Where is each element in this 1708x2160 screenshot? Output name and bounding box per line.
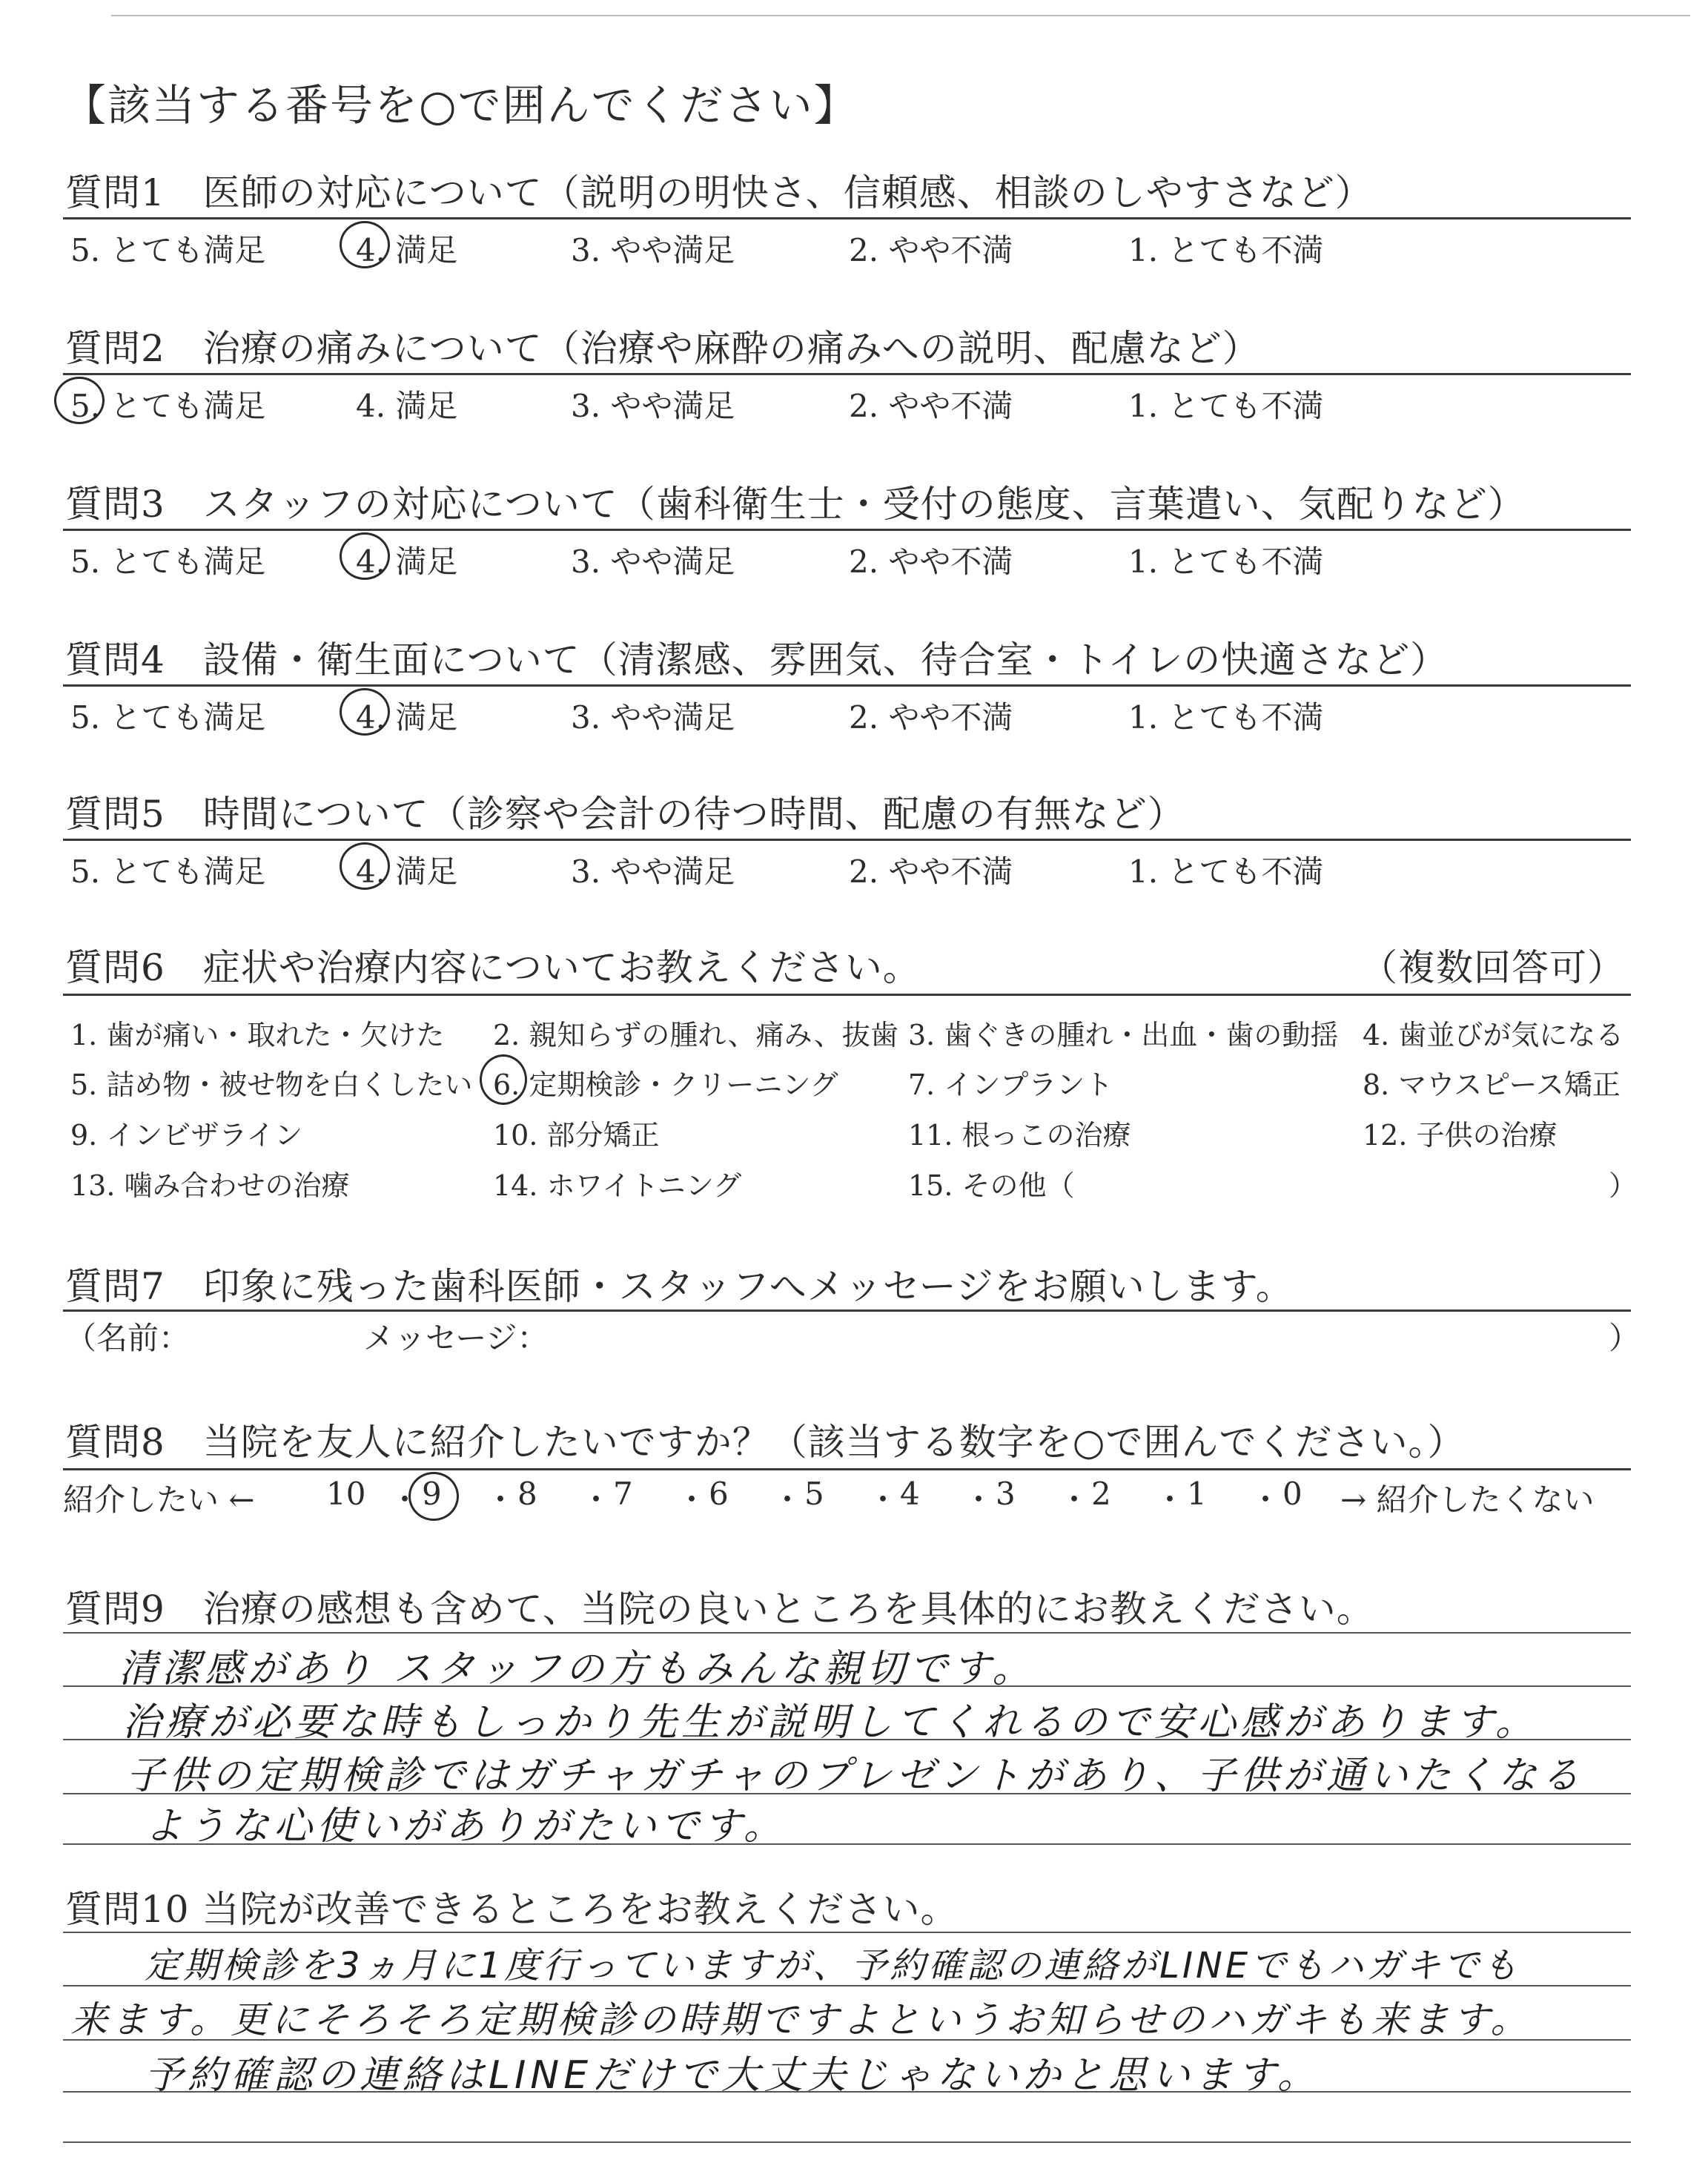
q3-option-4: 4. 満足	[356, 544, 458, 580]
q8-separator-dot: ・	[772, 1482, 804, 1518]
q3-rule	[63, 529, 1631, 531]
q2-option-4: 4. 満足	[356, 388, 458, 424]
q5-option-3: 3. やや満足	[571, 853, 735, 890]
q6-option-12: 12. 子供の治療	[1363, 1119, 1558, 1152]
q6-note: （複数回答可）	[1360, 946, 1625, 989]
q8-number-5: 5	[804, 1476, 824, 1512]
q5-option-2: 2. やや不満	[849, 853, 1013, 890]
q1-option-3: 3. やや満足	[571, 232, 735, 268]
q8-separator-dot: ・	[963, 1482, 995, 1518]
q6-option-2: 2. 親知らずの腫れ、痛み、抜歯	[493, 1019, 898, 1051]
q8-separator-dot: ・	[580, 1482, 612, 1518]
q8-separator-dot: ・	[1250, 1482, 1282, 1518]
q8-separator-dot: ・	[676, 1482, 708, 1518]
q8-separator-dot: ・	[485, 1482, 517, 1518]
q1-heading: 質問1 医師の対応について（説明の明快さ、信頼感、相談のしやすさなど）	[65, 171, 1373, 214]
q4-option-5: 5. とても満足	[70, 699, 266, 736]
q4-selected-circle	[340, 688, 390, 736]
answer-line-rule	[63, 1632, 1631, 1634]
q6-option-11: 11. 根っこの治療	[908, 1119, 1131, 1152]
q5-rule	[63, 839, 1631, 841]
q8-number-3: 3	[996, 1476, 1016, 1512]
q10-heading: 質問10 当院が改善できるところをお教えください。	[65, 1888, 959, 1931]
q6-option-5: 5. 詰め物・被せ物を白くしたい	[70, 1069, 473, 1101]
scan-top-edge	[111, 15, 1690, 16]
q9-handwritten-line: 治療が必要な時もしっかり先生が説明してくれるので安心感があります。	[122, 1700, 1538, 1745]
q2-option-3: 3. やや満足	[571, 388, 735, 424]
q6-option-7: 7. インプラント	[908, 1069, 1113, 1101]
q6-option-15: 15. その他（	[908, 1169, 1075, 1202]
q6-option-14: 14. ホワイトニング	[493, 1169, 742, 1202]
q3-option-3: 3. やや満足	[571, 544, 735, 580]
answer-line-rule	[63, 2141, 1631, 2143]
q5-option-1: 1. とても不満	[1128, 853, 1324, 890]
q9-handwritten-line: ような心使いがありがたいです。	[145, 1804, 787, 1849]
q6-heading: 質問6 症状や治療内容についてお教えください。	[65, 946, 921, 989]
q2-option-1: 1. とても不満	[1128, 388, 1324, 424]
q5-option-4: 4. 満足	[356, 853, 458, 890]
q8-left-label: 紹介したい ←	[63, 1482, 255, 1518]
q8-number-4: 4	[900, 1476, 920, 1512]
q1-rule	[63, 217, 1631, 219]
q4-option-1: 1. とても不満	[1128, 699, 1324, 736]
q10-handwritten-line: 予約確認の連絡はLINEだけで大丈夫じゃないかと思います。	[145, 2053, 1320, 2098]
q1-option-2: 2. やや不満	[849, 232, 1013, 268]
answer-line-rule	[63, 1932, 1631, 1933]
q1-option-1: 1. とても不満	[1128, 232, 1324, 268]
q2-rule	[63, 373, 1631, 375]
q8-right-label: → 紹介したくない	[1340, 1482, 1595, 1518]
q6-selected-circle	[480, 1054, 527, 1105]
q7-rule	[63, 1309, 1631, 1312]
q3-option-5: 5. とても満足	[70, 544, 266, 580]
q8-heading: 質問8 当院を友人に紹介したいですか？（該当する数字を○で囲んでください。）	[65, 1421, 1466, 1464]
q8-number-8: 8	[517, 1476, 537, 1512]
q4-option-4: 4. 満足	[356, 699, 458, 736]
q2-selected-circle	[54, 377, 105, 424]
q8-number-7: 7	[613, 1476, 633, 1512]
q8-number-10: 10	[326, 1476, 366, 1512]
q8-number-6: 6	[709, 1476, 729, 1512]
q4-rule	[63, 684, 1631, 687]
q2-heading: 質問2 治療の痛みについて（治療や麻酔の痛みへの説明、配慮など）	[65, 327, 1260, 370]
q6-option-10: 10. 部分矯正	[493, 1119, 660, 1152]
q3-selected-circle	[340, 532, 390, 580]
q6-option-4: 4. 歯並びが気になる	[1363, 1019, 1624, 1051]
q8-separator-dot: ・	[867, 1482, 899, 1518]
q8-number-0: 0	[1282, 1476, 1302, 1512]
q1-option-5: 5. とても満足	[70, 232, 266, 268]
q6-option-3: 3. 歯ぐきの腫れ・出血・歯の動揺	[908, 1019, 1339, 1051]
q2-option-2: 2. やや不満	[849, 388, 1013, 424]
q7-message-label: メッセージ：	[363, 1320, 549, 1356]
q3-option-2: 2. やや不満	[849, 544, 1013, 580]
q5-heading: 質問5 時間について（診察や会計の待つ時間、配慮の有無など）	[65, 793, 1185, 836]
q10-handwritten-line: 定期検診を3ヵ月に1度行っていますが、予約確認の連絡がLINEでもハガキでも	[145, 1945, 1521, 1986]
q6-option-16: ）	[1609, 1169, 1638, 1202]
q8-separator-dot: ・	[1154, 1482, 1186, 1518]
q3-option-1: 1. とても不満	[1128, 544, 1324, 580]
q8-selected-circle	[408, 1472, 459, 1521]
q7-name-label: （名前：	[65, 1320, 191, 1356]
q8-rule	[63, 1468, 1631, 1470]
q8-separator-dot: ・	[1059, 1482, 1090, 1518]
q4-heading: 質問4 設備・衛生面について（清潔感、雰囲気、待合室・トイレの快適さなど）	[65, 638, 1449, 681]
q8-number-2: 2	[1091, 1476, 1111, 1512]
q9-handwritten-line: 清潔感があり スタッフの方もみんな親切です。	[119, 1647, 1036, 1691]
q1-option-4: 4. 満足	[356, 232, 458, 268]
q5-selected-circle	[340, 842, 390, 890]
q8-number-9: 9	[422, 1476, 442, 1512]
q7-heading: 質問7 印象に残った歯科医師・スタッフへメッセージをお願いします。	[65, 1265, 1294, 1308]
q6-option-13: 13. 噛み合わせの治療	[70, 1169, 350, 1202]
q6-option-9: 9. インビザライン	[70, 1119, 303, 1152]
q5-option-5: 5. とても満足	[70, 853, 266, 890]
q9-heading: 質問9 治療の感想も含めて、当院の良いところを具体的にお教えください。	[65, 1588, 1374, 1631]
q9-handwritten-line: 子供の定期検診ではガチャガチャのプレゼントがあり、子供が通いたくなる	[126, 1754, 1584, 1798]
q8-separator-dot: ・	[389, 1482, 421, 1518]
page-title: 【該当する番号を○で囲んでください】	[63, 80, 858, 131]
q6-option-1: 1. 歯が痛い・取れた・欠けた	[70, 1019, 445, 1051]
q10-handwritten-line: 来ます。更にそろそろ定期検診の時期ですよというお知らせのハガキも来ます。	[70, 1998, 1532, 2041]
q6-option-8: 8. マウスピース矯正	[1363, 1069, 1621, 1101]
q1-selected-circle	[340, 221, 390, 268]
q6-option-6: 6. 定期検診・クリーニング	[493, 1069, 838, 1101]
q2-option-5: 5. とても満足	[70, 388, 266, 424]
q3-heading: 質問3 スタッフの対応について（歯科衛生士・受付の態度、言葉遣い、気配りなど）	[65, 483, 1526, 526]
q4-option-3: 3. やや満足	[571, 699, 735, 736]
q7-close-paren: ）	[1609, 1320, 1641, 1356]
q8-number-1: 1	[1187, 1476, 1207, 1512]
q6-rule	[63, 994, 1631, 996]
q4-option-2: 2. やや不満	[849, 699, 1013, 736]
